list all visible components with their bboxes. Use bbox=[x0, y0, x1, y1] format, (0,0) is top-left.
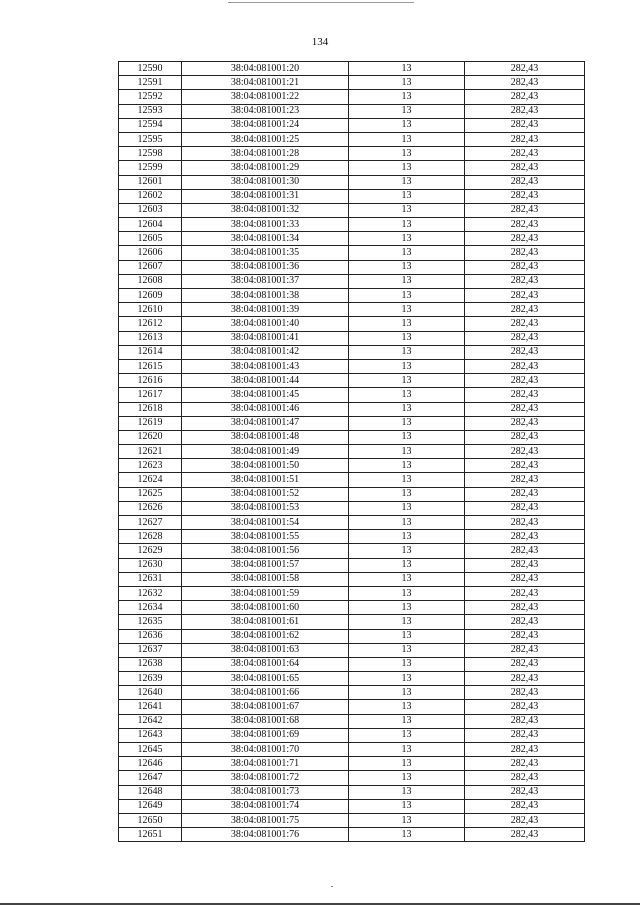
cadastral-number-cell: 38:04:081001:52 bbox=[182, 487, 349, 501]
table-row bbox=[119, 402, 585, 416]
table-row bbox=[119, 232, 585, 246]
amount-cell: 282,43 bbox=[465, 672, 585, 686]
table-row bbox=[119, 572, 585, 586]
record-number-cell: 12602 bbox=[119, 189, 182, 203]
table-row bbox=[119, 643, 585, 657]
table-row bbox=[119, 175, 585, 189]
record-number-cell: 12623 bbox=[119, 459, 182, 473]
amount-cell: 282,43 bbox=[465, 132, 585, 146]
quantity-cell: 13 bbox=[349, 402, 465, 416]
cadastral-number-cell: 38:04:081001:73 bbox=[182, 785, 349, 799]
record-number-cell: 12619 bbox=[119, 416, 182, 430]
cadastral-number-cell: 38:04:081001:25 bbox=[182, 132, 349, 146]
amount-cell: 282,43 bbox=[465, 459, 585, 473]
amount-cell: 282,43 bbox=[465, 416, 585, 430]
cadastral-number-cell: 38:04:081001:38 bbox=[182, 289, 349, 303]
amount-cell: 282,43 bbox=[465, 629, 585, 643]
cadastral-number-cell: 38:04:081001:51 bbox=[182, 473, 349, 487]
amount-cell: 282,43 bbox=[465, 388, 585, 402]
quantity-cell: 13 bbox=[349, 558, 465, 572]
quantity-cell: 13 bbox=[349, 232, 465, 246]
amount-cell: 282,43 bbox=[465, 714, 585, 728]
table-row bbox=[119, 374, 585, 388]
amount-cell: 282,43 bbox=[465, 246, 585, 260]
table-row bbox=[119, 104, 585, 118]
cadastral-number-cell: 38:04:081001:71 bbox=[182, 757, 349, 771]
record-number-cell: 12630 bbox=[119, 558, 182, 572]
cadastral-number-cell: 38:04:081001:24 bbox=[182, 118, 349, 132]
cadastral-number-cell: 38:04:081001:44 bbox=[182, 374, 349, 388]
amount-cell: 282,43 bbox=[465, 289, 585, 303]
quantity-cell: 13 bbox=[349, 416, 465, 430]
amount-cell: 282,43 bbox=[465, 813, 585, 827]
quantity-cell: 13 bbox=[349, 118, 465, 132]
quantity-cell: 13 bbox=[349, 374, 465, 388]
quantity-cell: 13 bbox=[349, 501, 465, 515]
quantity-cell: 13 bbox=[349, 445, 465, 459]
quantity-cell: 13 bbox=[349, 743, 465, 757]
table-row bbox=[119, 586, 585, 600]
table-row bbox=[119, 714, 585, 728]
table-row bbox=[119, 218, 585, 232]
table-row bbox=[119, 743, 585, 757]
record-number-cell: 12605 bbox=[119, 232, 182, 246]
record-number-cell: 12621 bbox=[119, 445, 182, 459]
cadastral-number-cell: 38:04:081001:62 bbox=[182, 629, 349, 643]
amount-cell: 282,43 bbox=[465, 445, 585, 459]
cadastral-number-cell: 38:04:081001:43 bbox=[182, 359, 349, 373]
cadastral-number-cell: 38:04:081001:49 bbox=[182, 445, 349, 459]
amount-cell: 282,43 bbox=[465, 728, 585, 742]
quantity-cell: 13 bbox=[349, 828, 465, 842]
record-number-cell: 12592 bbox=[119, 90, 182, 104]
record-number-cell: 12632 bbox=[119, 586, 182, 600]
table-row bbox=[119, 771, 585, 785]
table-row bbox=[119, 345, 585, 359]
records-table bbox=[118, 61, 585, 842]
record-number-cell: 12604 bbox=[119, 218, 182, 232]
record-number-cell: 12643 bbox=[119, 728, 182, 742]
record-number-cell: 12635 bbox=[119, 615, 182, 629]
table-row bbox=[119, 317, 585, 331]
cadastral-number-cell: 38:04:081001:21 bbox=[182, 76, 349, 90]
record-number-cell: 12645 bbox=[119, 743, 182, 757]
quantity-cell: 13 bbox=[349, 473, 465, 487]
record-number-cell: 12636 bbox=[119, 629, 182, 643]
table-row bbox=[119, 445, 585, 459]
amount-cell: 282,43 bbox=[465, 402, 585, 416]
amount-cell: 282,43 bbox=[465, 118, 585, 132]
cadastral-number-cell: 38:04:081001:64 bbox=[182, 657, 349, 671]
record-number-cell: 12620 bbox=[119, 430, 182, 444]
record-number-cell: 12591 bbox=[119, 76, 182, 90]
cadastral-number-cell: 38:04:081001:48 bbox=[182, 430, 349, 444]
table-row bbox=[119, 430, 585, 444]
amount-cell: 282,43 bbox=[465, 317, 585, 331]
cadastral-number-cell: 38:04:081001:76 bbox=[182, 828, 349, 842]
cadastral-number-cell: 38:04:081001:37 bbox=[182, 274, 349, 288]
table-row bbox=[119, 757, 585, 771]
table-row bbox=[119, 76, 585, 90]
cadastral-number-cell: 38:04:081001:46 bbox=[182, 402, 349, 416]
record-number-cell: 12593 bbox=[119, 104, 182, 118]
record-number-cell: 12608 bbox=[119, 274, 182, 288]
amount-cell: 282,43 bbox=[465, 189, 585, 203]
table-row bbox=[119, 473, 585, 487]
table-row bbox=[119, 785, 585, 799]
table-row bbox=[119, 728, 585, 742]
quantity-cell: 13 bbox=[349, 331, 465, 345]
table-row bbox=[119, 260, 585, 274]
quantity-cell: 13 bbox=[349, 487, 465, 501]
record-number-cell: 12601 bbox=[119, 175, 182, 189]
quantity-cell: 13 bbox=[349, 317, 465, 331]
quantity-cell: 13 bbox=[349, 246, 465, 260]
cadastral-number-cell: 38:04:081001:59 bbox=[182, 586, 349, 600]
table-row bbox=[119, 558, 585, 572]
cadastral-number-cell: 38:04:081001:31 bbox=[182, 189, 349, 203]
table-row bbox=[119, 615, 585, 629]
table-row bbox=[119, 359, 585, 373]
record-number-cell: 12606 bbox=[119, 246, 182, 260]
record-number-cell: 12650 bbox=[119, 813, 182, 827]
quantity-cell: 13 bbox=[349, 62, 465, 76]
cadastral-number-cell: 38:04:081001:32 bbox=[182, 203, 349, 217]
table-row bbox=[119, 62, 585, 76]
record-number-cell: 12648 bbox=[119, 785, 182, 799]
cadastral-number-cell: 38:04:081001:28 bbox=[182, 147, 349, 161]
quantity-cell: 13 bbox=[349, 757, 465, 771]
table-row bbox=[119, 303, 585, 317]
cadastral-number-cell: 38:04:081001:60 bbox=[182, 601, 349, 615]
cadastral-number-cell: 38:04:081001:23 bbox=[182, 104, 349, 118]
quantity-cell: 13 bbox=[349, 785, 465, 799]
amount-cell: 282,43 bbox=[465, 90, 585, 104]
record-number-cell: 12627 bbox=[119, 516, 182, 530]
quantity-cell: 13 bbox=[349, 771, 465, 785]
table-row bbox=[119, 516, 585, 530]
record-number-cell: 12609 bbox=[119, 289, 182, 303]
amount-cell: 282,43 bbox=[465, 345, 585, 359]
quantity-cell: 13 bbox=[349, 289, 465, 303]
table-row bbox=[119, 544, 585, 558]
table-row bbox=[119, 147, 585, 161]
quantity-cell: 13 bbox=[349, 572, 465, 586]
cadastral-number-cell: 38:04:081001:54 bbox=[182, 516, 349, 530]
record-number-cell: 12639 bbox=[119, 672, 182, 686]
quantity-cell: 13 bbox=[349, 161, 465, 175]
cadastral-number-cell: 38:04:081001:22 bbox=[182, 90, 349, 104]
scan-speck bbox=[331, 886, 333, 887]
cadastral-number-cell: 38:04:081001:57 bbox=[182, 558, 349, 572]
record-number-cell: 12595 bbox=[119, 132, 182, 146]
record-number-cell: 12612 bbox=[119, 317, 182, 331]
amount-cell: 282,43 bbox=[465, 544, 585, 558]
quantity-cell: 13 bbox=[349, 615, 465, 629]
cadastral-number-cell: 38:04:081001:35 bbox=[182, 246, 349, 260]
cadastral-number-cell: 38:04:081001:47 bbox=[182, 416, 349, 430]
quantity-cell: 13 bbox=[349, 544, 465, 558]
page-number: 134 bbox=[311, 36, 329, 48]
quantity-cell: 13 bbox=[349, 388, 465, 402]
quantity-cell: 13 bbox=[349, 175, 465, 189]
cadastral-number-cell: 38:04:081001:29 bbox=[182, 161, 349, 175]
amount-cell: 282,43 bbox=[465, 147, 585, 161]
table-row bbox=[119, 799, 585, 813]
cadastral-number-cell: 38:04:081001:41 bbox=[182, 331, 349, 345]
table-row bbox=[119, 700, 585, 714]
record-number-cell: 12646 bbox=[119, 757, 182, 771]
amount-cell: 282,43 bbox=[465, 331, 585, 345]
amount-cell: 282,43 bbox=[465, 374, 585, 388]
amount-cell: 282,43 bbox=[465, 771, 585, 785]
amount-cell: 282,43 bbox=[465, 430, 585, 444]
cadastral-number-cell: 38:04:081001:65 bbox=[182, 672, 349, 686]
cadastral-number-cell: 38:04:081001:42 bbox=[182, 345, 349, 359]
cadastral-number-cell: 38:04:081001:75 bbox=[182, 813, 349, 827]
quantity-cell: 13 bbox=[349, 260, 465, 274]
quantity-cell: 13 bbox=[349, 799, 465, 813]
amount-cell: 282,43 bbox=[465, 161, 585, 175]
record-number-cell: 12613 bbox=[119, 331, 182, 345]
table-row bbox=[119, 246, 585, 260]
cadastral-number-cell: 38:04:081001:67 bbox=[182, 700, 349, 714]
record-number-cell: 12626 bbox=[119, 501, 182, 515]
amount-cell: 282,43 bbox=[465, 828, 585, 842]
record-number-cell: 12607 bbox=[119, 260, 182, 274]
table-row bbox=[119, 601, 585, 615]
amount-cell: 282,43 bbox=[465, 203, 585, 217]
table-row bbox=[119, 274, 585, 288]
record-number-cell: 12649 bbox=[119, 799, 182, 813]
record-number-cell: 12641 bbox=[119, 700, 182, 714]
record-number-cell: 12634 bbox=[119, 601, 182, 615]
quantity-cell: 13 bbox=[349, 657, 465, 671]
quantity-cell: 13 bbox=[349, 147, 465, 161]
amount-cell: 282,43 bbox=[465, 359, 585, 373]
amount-cell: 282,43 bbox=[465, 615, 585, 629]
record-number-cell: 12615 bbox=[119, 359, 182, 373]
record-number-cell: 12599 bbox=[119, 161, 182, 175]
table-row bbox=[119, 629, 585, 643]
amount-cell: 282,43 bbox=[465, 516, 585, 530]
record-number-cell: 12637 bbox=[119, 643, 182, 657]
amount-cell: 282,43 bbox=[465, 757, 585, 771]
records-table-body bbox=[119, 62, 585, 842]
cadastral-number-cell: 38:04:081001:72 bbox=[182, 771, 349, 785]
amount-cell: 282,43 bbox=[465, 487, 585, 501]
quantity-cell: 13 bbox=[349, 601, 465, 615]
amount-cell: 282,43 bbox=[465, 260, 585, 274]
cadastral-number-cell: 38:04:081001:61 bbox=[182, 615, 349, 629]
table-row bbox=[119, 416, 585, 430]
quantity-cell: 13 bbox=[349, 516, 465, 530]
record-number-cell: 12624 bbox=[119, 473, 182, 487]
record-number-cell: 12647 bbox=[119, 771, 182, 785]
cadastral-number-cell: 38:04:081001:70 bbox=[182, 743, 349, 757]
cadastral-number-cell: 38:04:081001:58 bbox=[182, 572, 349, 586]
cadastral-number-cell: 38:04:081001:56 bbox=[182, 544, 349, 558]
quantity-cell: 13 bbox=[349, 104, 465, 118]
table-row bbox=[119, 813, 585, 827]
quantity-cell: 13 bbox=[349, 359, 465, 373]
amount-cell: 282,43 bbox=[465, 657, 585, 671]
amount-cell: 282,43 bbox=[465, 686, 585, 700]
amount-cell: 282,43 bbox=[465, 175, 585, 189]
amount-cell: 282,43 bbox=[465, 558, 585, 572]
table-row bbox=[119, 90, 585, 104]
quantity-cell: 13 bbox=[349, 303, 465, 317]
table-row bbox=[119, 118, 585, 132]
quantity-cell: 13 bbox=[349, 345, 465, 359]
cadastral-number-cell: 38:04:081001:74 bbox=[182, 799, 349, 813]
quantity-cell: 13 bbox=[349, 672, 465, 686]
record-number-cell: 12590 bbox=[119, 62, 182, 76]
quantity-cell: 13 bbox=[349, 813, 465, 827]
record-number-cell: 12616 bbox=[119, 374, 182, 388]
quantity-cell: 13 bbox=[349, 728, 465, 742]
table-row bbox=[119, 459, 585, 473]
record-number-cell: 12603 bbox=[119, 203, 182, 217]
amount-cell: 282,43 bbox=[465, 232, 585, 246]
amount-cell: 282,43 bbox=[465, 218, 585, 232]
quantity-cell: 13 bbox=[349, 700, 465, 714]
record-number-cell: 12631 bbox=[119, 572, 182, 586]
amount-cell: 282,43 bbox=[465, 799, 585, 813]
record-number-cell: 12640 bbox=[119, 686, 182, 700]
record-number-cell: 12638 bbox=[119, 657, 182, 671]
quantity-cell: 13 bbox=[349, 530, 465, 544]
quantity-cell: 13 bbox=[349, 430, 465, 444]
record-number-cell: 12617 bbox=[119, 388, 182, 402]
amount-cell: 282,43 bbox=[465, 572, 585, 586]
cadastral-number-cell: 38:04:081001:55 bbox=[182, 530, 349, 544]
amount-cell: 282,43 bbox=[465, 274, 585, 288]
amount-cell: 282,43 bbox=[465, 530, 585, 544]
cadastral-number-cell: 38:04:081001:34 bbox=[182, 232, 349, 246]
quantity-cell: 13 bbox=[349, 459, 465, 473]
cadastral-number-cell: 38:04:081001:45 bbox=[182, 388, 349, 402]
amount-cell: 282,43 bbox=[465, 62, 585, 76]
quantity-cell: 13 bbox=[349, 274, 465, 288]
table-row bbox=[119, 657, 585, 671]
record-number-cell: 12625 bbox=[119, 487, 182, 501]
table-row bbox=[119, 501, 585, 515]
quantity-cell: 13 bbox=[349, 714, 465, 728]
table-row bbox=[119, 388, 585, 402]
quantity-cell: 13 bbox=[349, 586, 465, 600]
quantity-cell: 13 bbox=[349, 686, 465, 700]
cadastral-number-cell: 38:04:081001:33 bbox=[182, 218, 349, 232]
table-row bbox=[119, 672, 585, 686]
record-number-cell: 12629 bbox=[119, 544, 182, 558]
cadastral-number-cell: 38:04:081001:66 bbox=[182, 686, 349, 700]
amount-cell: 282,43 bbox=[465, 743, 585, 757]
amount-cell: 282,43 bbox=[465, 104, 585, 118]
cadastral-number-cell: 38:04:081001:50 bbox=[182, 459, 349, 473]
record-number-cell: 12618 bbox=[119, 402, 182, 416]
top-rule bbox=[228, 2, 414, 3]
quantity-cell: 13 bbox=[349, 203, 465, 217]
table-row bbox=[119, 289, 585, 303]
quantity-cell: 13 bbox=[349, 90, 465, 104]
quantity-cell: 13 bbox=[349, 643, 465, 657]
amount-cell: 282,43 bbox=[465, 785, 585, 799]
record-number-cell: 12651 bbox=[119, 828, 182, 842]
table-row bbox=[119, 203, 585, 217]
cadastral-number-cell: 38:04:081001:39 bbox=[182, 303, 349, 317]
quantity-cell: 13 bbox=[349, 189, 465, 203]
amount-cell: 282,43 bbox=[465, 473, 585, 487]
table-row bbox=[119, 189, 585, 203]
table-row bbox=[119, 331, 585, 345]
record-number-cell: 12642 bbox=[119, 714, 182, 728]
cadastral-number-cell: 38:04:081001:20 bbox=[182, 62, 349, 76]
table-row bbox=[119, 828, 585, 842]
cadastral-number-cell: 38:04:081001:30 bbox=[182, 175, 349, 189]
amount-cell: 282,43 bbox=[465, 501, 585, 515]
table-row bbox=[119, 132, 585, 146]
table-row bbox=[119, 530, 585, 544]
amount-cell: 282,43 bbox=[465, 76, 585, 90]
cadastral-number-cell: 38:04:081001:69 bbox=[182, 728, 349, 742]
cadastral-number-cell: 38:04:081001:36 bbox=[182, 260, 349, 274]
record-number-cell: 12614 bbox=[119, 345, 182, 359]
table-row bbox=[119, 487, 585, 501]
cadastral-number-cell: 38:04:081001:40 bbox=[182, 317, 349, 331]
record-number-cell: 12594 bbox=[119, 118, 182, 132]
cadastral-number-cell: 38:04:081001:53 bbox=[182, 501, 349, 515]
record-number-cell: 12610 bbox=[119, 303, 182, 317]
amount-cell: 282,43 bbox=[465, 303, 585, 317]
amount-cell: 282,43 bbox=[465, 700, 585, 714]
record-number-cell: 12628 bbox=[119, 530, 182, 544]
amount-cell: 282,43 bbox=[465, 601, 585, 615]
amount-cell: 282,43 bbox=[465, 643, 585, 657]
record-number-cell: 12598 bbox=[119, 147, 182, 161]
amount-cell: 282,43 bbox=[465, 586, 585, 600]
table-row bbox=[119, 161, 585, 175]
quantity-cell: 13 bbox=[349, 76, 465, 90]
cadastral-number-cell: 38:04:081001:68 bbox=[182, 714, 349, 728]
quantity-cell: 13 bbox=[349, 629, 465, 643]
quantity-cell: 13 bbox=[349, 218, 465, 232]
table-row bbox=[119, 686, 585, 700]
quantity-cell: 13 bbox=[349, 132, 465, 146]
cadastral-number-cell: 38:04:081001:63 bbox=[182, 643, 349, 657]
